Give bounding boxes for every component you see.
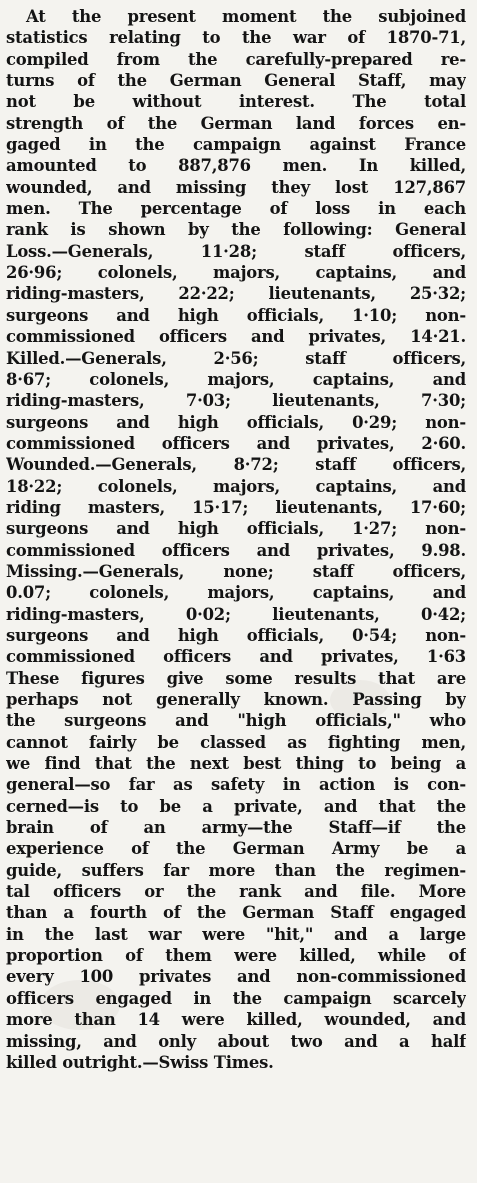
article-line: perhaps not generally known. Passing by bbox=[6, 690, 466, 709]
article-line: than a fourth of the German Staff engaged bbox=[6, 903, 466, 923]
article-line: in the last war were "hit," and a large bbox=[6, 924, 466, 944]
article-line: surgeons and high officials, 0·54; non- bbox=[6, 625, 466, 645]
article-body bbox=[6, 6, 466, 1073]
article-line: Missing.—Generals, none; staff officers, bbox=[6, 561, 466, 581]
article-line: tal officers or the rank and file. More bbox=[6, 882, 466, 902]
article-line: guide, suffers far more than the regimen- bbox=[6, 860, 466, 880]
article-line: 0.07; colonels, majors, captains, and bbox=[6, 583, 466, 603]
article-line: killed outright.—Swiss Times. bbox=[6, 1052, 274, 1072]
article-line: riding-masters, 0·02; lieutenants, 0·42; bbox=[6, 604, 466, 624]
article-line: commissioned officers and privates, 1·63 bbox=[6, 647, 466, 667]
article-line: surgeons and high officials, 1·10; non- bbox=[6, 305, 466, 325]
article-line: experience of the German Army be a bbox=[6, 839, 466, 859]
article-line: 26·96; colonels, majors, captains, and bbox=[6, 263, 466, 283]
article-line: strength of the German land forces en- bbox=[6, 113, 466, 133]
article-line: Wounded.—Generals, 8·72; staff officers, bbox=[6, 455, 466, 475]
article-line: statistics relating to the war of 1870-71, bbox=[6, 28, 466, 48]
article-line: cannot fairly be classed as fighting men, bbox=[6, 732, 466, 752]
article-line: more than 14 were killed, wounded, and bbox=[6, 1010, 466, 1030]
article-line: officers engaged in the campaign scarcely bbox=[6, 988, 466, 1008]
article-line: amounted to 887,876 men. In killed, bbox=[6, 156, 466, 176]
article-line: surgeons and high officials, 0·29; non- bbox=[6, 412, 466, 432]
article-line: rank is shown by the following: General bbox=[6, 220, 466, 240]
article-line: surgeons and high officials, 1·27; non- bbox=[6, 519, 466, 539]
article-line: riding masters, 15·17; lieutenants, 17·60; bbox=[6, 497, 466, 517]
article-line: general—so far as safety in action is con- bbox=[6, 775, 466, 795]
article-line: riding-masters, 7·03; lieutenants, 7·30; bbox=[6, 391, 466, 411]
article-line: These figures give some results that are bbox=[6, 668, 466, 688]
article-line: brain of an army—the Staff—if the bbox=[6, 818, 466, 838]
article-line: Loss.—Generals, 11·28; staff officers, bbox=[6, 241, 466, 261]
article-line: At the present moment the subjoined bbox=[26, 7, 466, 26]
article-line: every 100 privates and non-commissioned bbox=[6, 967, 466, 987]
article-line: cerned—is to be a private, and that the bbox=[6, 796, 466, 816]
article-line: we find that the next best thing to being a bbox=[6, 754, 466, 774]
article-line: not be without interest. The total bbox=[6, 92, 466, 112]
article-line: men. The percentage of loss in each bbox=[6, 199, 466, 219]
article-line: riding-masters, 22·22; lieutenants, 25·32; bbox=[6, 284, 466, 304]
article-line: 18·22; colonels, majors, captains, and bbox=[6, 476, 466, 496]
article-line: commissioned officers and privates, 14·21. bbox=[6, 327, 466, 347]
article-line: gaged in the campaign against France bbox=[6, 135, 466, 155]
article-line: turns of the German General Staff, may bbox=[6, 71, 466, 91]
article-line: 8·67; colonels, majors, captains, and bbox=[6, 369, 466, 389]
article-line: proportion of them were killed, while of bbox=[6, 946, 466, 966]
article-line: the surgeons and "high officials," who bbox=[6, 711, 466, 731]
article-line: commissioned officers and privates, 2·60. bbox=[6, 433, 466, 453]
article-line: commissioned officers and privates, 9.98. bbox=[6, 540, 466, 560]
article-line: wounded, and missing they lost 127,867 bbox=[6, 177, 466, 197]
article-line: Killed.—Generals, 2·56; staff officers, bbox=[6, 348, 466, 368]
article-line: missing, and only about two and a half bbox=[6, 1031, 466, 1051]
article-line: compiled from the carefully-prepared re- bbox=[6, 49, 466, 69]
